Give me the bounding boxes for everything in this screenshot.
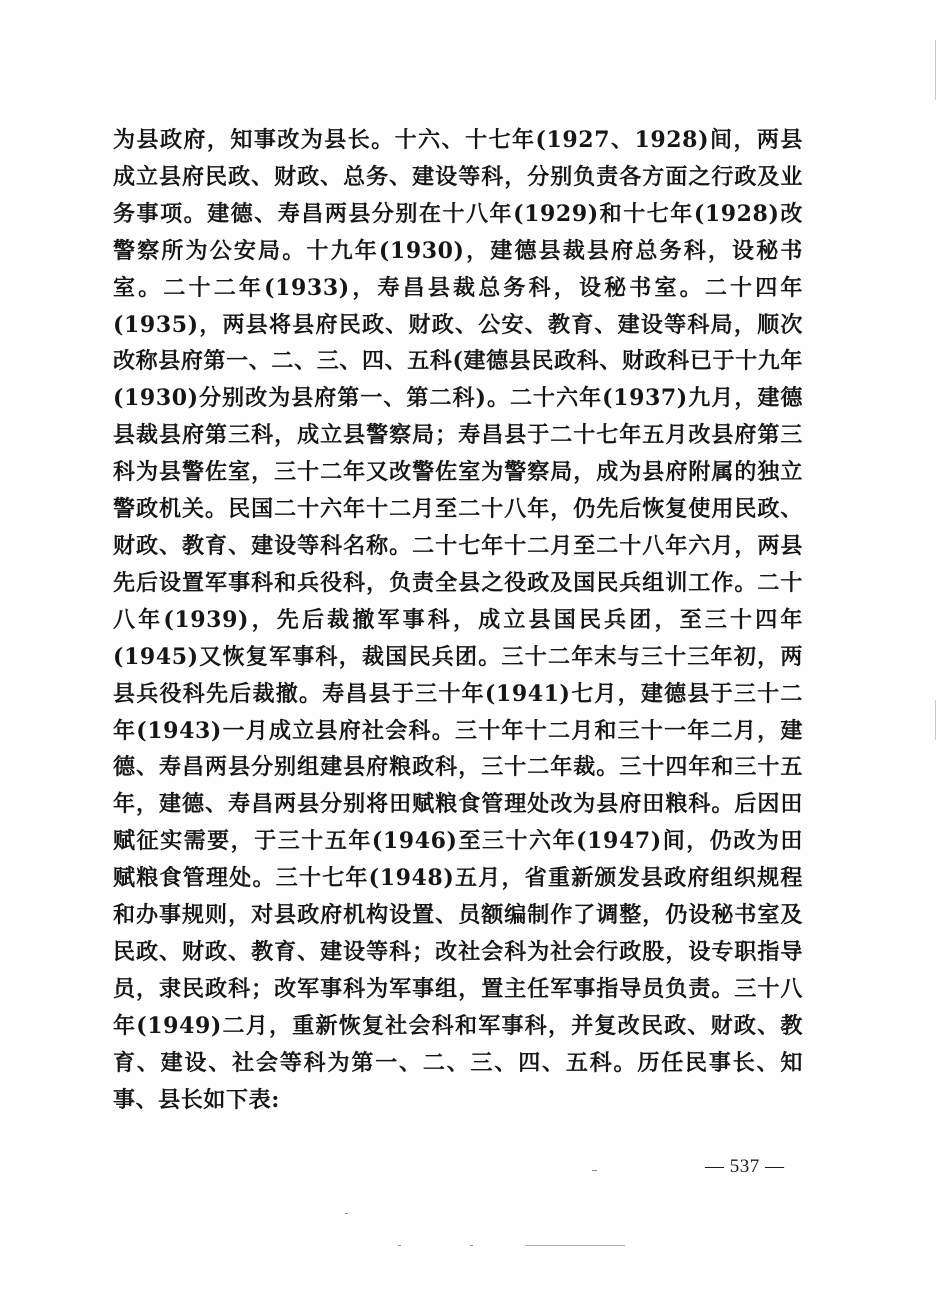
body-paragraph: 为县政府，知事改为县长。十六、十七年(1927、1928)间，两县成立县府民政、财政、总务、建设等科，分别负责各方面之行政及业务事项。建德、寿昌两县分别在十八年(1929)和十七年(1928)改警察所为公安局。十九年(1930)，建德县裁县府总务科，设秘书室。二十二年(1933)，寿昌县裁总务科，设秘书室。二十四年(1935)，两县将县府民政、财政、公安、教育、建设等科局，顺次改称县府第一、二、三、四、五科(建德县民政科、财政科已于十九年(1930)分别改为县府第一、第二科)。二十六年(1937)九月，建德县裁县府第三科，成立县警察局；寿昌县于二十七年五月改县府第三科为县警佐室，三十二年又改警佐室为警察局，成为县府附属的独立警政机关。民国二十六年十二月至二十八年，仍先后恢复使用民政、财政、教育、建设等科名称。二十七年十二月至二十八年六月，两县先后设置军事科和兵役科，负责全县之役政及国民兵组训工作。二十八年(1939)，先后裁撤军事科，成立县国民兵团，至三十四年(1945)又恢复军事科，裁国民兵团。三十二年末与三十三年初，两县兵役科先后裁撤。寿昌县于三十年(1941)七月，建德县于三十二年(1943)一月成立县府社会科。三十年十二月和三十一年二月，建德、寿昌两县分别组建县府粮政科，三十二年裁。三十四年和三十五年，建德、寿昌两县分别将田赋粮食管理处改为县府田粮科。后因田赋征实需要，于三十五年(1946)至三十六年(1947)间，仍改为田赋粮食管理处。三十七年(1948)五月，省重新颁发县政府组织规程和办事规则，对县政府机构设置、员额编制作了调整，仍设秘书室及民政、财政、教育、建设等科；改社会科为社会行政股，设专职指导员，隶民政科；改军事科为军事组，置主任军事指导员负责。三十八年(1949)二月，重新恢复社会科和军事科，并复改民政、财政、教育、建设、社会等科为第一、二、三、四、五科。历任民事长、知事、县长如下表: (113, 127, 803, 1113)
page-number: — 537 — (705, 1156, 785, 1177)
scan-speck (592, 1170, 597, 1171)
scan-speck (470, 1245, 473, 1246)
scan-edge-line (935, 700, 936, 740)
scan-speck (398, 1245, 401, 1246)
scan-edge-line (935, 40, 936, 100)
scan-speck (345, 1213, 348, 1214)
scan-speck (525, 1245, 625, 1246)
